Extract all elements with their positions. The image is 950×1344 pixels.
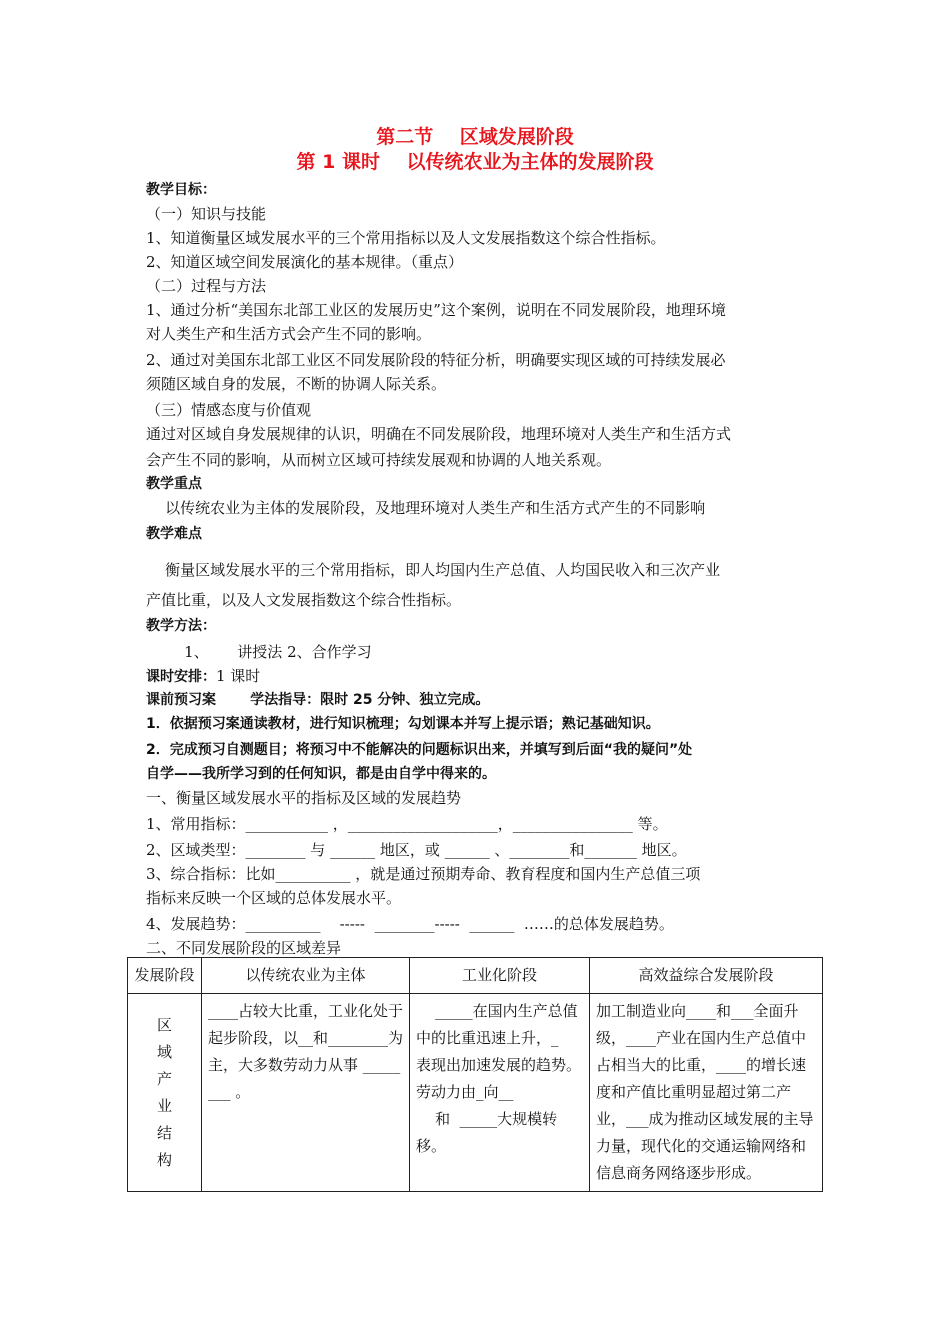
table-header-cell: 工业化阶段 (410, 958, 590, 994)
text-line: 自学——我所学习到的任何知识，都是由自学中得来的。 (146, 766, 496, 782)
text-line: 4、发展趋势：__________ ----- ________----- ______ ……的总体发展趋势。 (146, 915, 674, 933)
text-line: 2．完成预习自测题目；将预习中不能解决的问题标识出来，并填写到后面“我的疑问”处 (146, 742, 693, 758)
table-row-label (128, 994, 202, 1192)
table-cell (410, 994, 590, 1192)
text-line: 1、 讲授法 2、合作学习 (146, 643, 372, 661)
text-line: 衡量区域发展水平的三个常用指标，即人均国内生产总值、人均国民收入和三次产业 (146, 561, 721, 579)
text-line: 教学重点 (146, 476, 202, 492)
table-row (128, 994, 823, 1192)
text-line: 产值比重，以及人文发展指数这个综合性指标。 (146, 591, 462, 609)
table-header-cell: 以传统农业为主体 (202, 958, 410, 994)
text-line: 3、综合指标：比如__________ ，就是通过预期寿命、教育程度和国内生产总值三项 (146, 865, 701, 883)
text-line: 一、衡量区域发展水平的指标及区域的发展趋势 (146, 789, 462, 807)
text-line: 二、不同发展阶段的区域差异 (146, 939, 342, 957)
table-header-cell: 高效益综合发展阶段 (590, 958, 823, 994)
text-line: 对人类生产和生活方式会产生不同的影响。 (146, 325, 432, 343)
text-line: 2、知道区域空间发展演化的基本规律。（重点） (146, 253, 464, 271)
table-corner-cell: 发展阶段 (128, 958, 202, 994)
table-cell-text: _____在国内生产总值中的比重迅速上升，_ 表现出加速发展的趋势。劳动力由_向__ 和 _____大规模转移。 (416, 1002, 582, 1155)
text-line: 1、知道衡量区域发展水平的三个常用指标以及人文发展指数这个综合性指标。 (146, 229, 666, 247)
text-line: 教学方法： (146, 618, 216, 634)
text-line: 通过对区域自身发展规律的认识，明确在不同发展阶段，地理环境对人类生产和生活方式 (146, 425, 732, 443)
text-line: （三）情感态度与价值观 (146, 401, 312, 419)
text-line: 以传统农业为主体的发展阶段，及地理环境对人类生产和生活方式产生的不同影响 (146, 499, 706, 517)
text-line: （一）知识与技能 (146, 205, 267, 223)
text-line: 1、常用指标：___________ ，____________________，________________ 等。 (146, 815, 668, 833)
text-line: 会产生不同的影响，从而树立区域可持续发展观和协调的人地关系观。 (146, 451, 612, 469)
text-line: 1、通过分析“美国东北部工业区的发展历史”这个案例，说明在不同发展阶段，地理环境 (146, 301, 726, 319)
text-line: 教学目标： (146, 182, 216, 198)
text-line: 课前预习案 学法指导：限时 25 分钟、独立完成。 (146, 692, 490, 708)
text-line: （二）过程与方法 (146, 277, 267, 295)
text-line: 须随区域自身的发展，不断的协调人际关系。 (146, 375, 447, 393)
text-line: 教学难点 (146, 526, 202, 542)
line-label: 课时安排： (146, 669, 216, 685)
table-cell: ____占较大比重，工业化处于起步阶段，以__和________为主，大多数劳动力从事 ________ 。 (202, 994, 410, 1192)
text-line: 1．依据预习案通读教材，进行知识梳理；勾划课本并写上提示语；熟记基础知识。 (146, 716, 660, 732)
text-line (146, 666, 816, 687)
text-line: 2、通过对美国东北部工业区不同发展阶段的特征分析，明确要实现区域的可持续发展必 (146, 351, 726, 369)
stages-table (127, 957, 823, 1192)
text-line: 指标来反映一个区域的总体发展水平。 (146, 889, 402, 907)
table-header-row (128, 958, 823, 994)
text-line: 2、区域类型：________ 与 ______ 地区，或 ______ 、________和_______ 地区。 (146, 841, 687, 859)
section-title: 第二节 区域发展阶段 (376, 126, 574, 148)
line-value: 1 课时 (216, 667, 261, 685)
table-cell: 加工制造业向____和___全面升级，____产业在国内生产总值中占相当大的比重，____的增长速度和产值比重明显超过第二产业，___成为推动区域发展的主导力量，现代化的交通运输网络和信息商务网络逐步形成。 (590, 994, 823, 1192)
row-label-text: 区 域 产 业 结 构 (156, 1015, 172, 1169)
lesson-title: 第 1 课时 以传统农业为主体的发展阶段 (296, 151, 654, 173)
